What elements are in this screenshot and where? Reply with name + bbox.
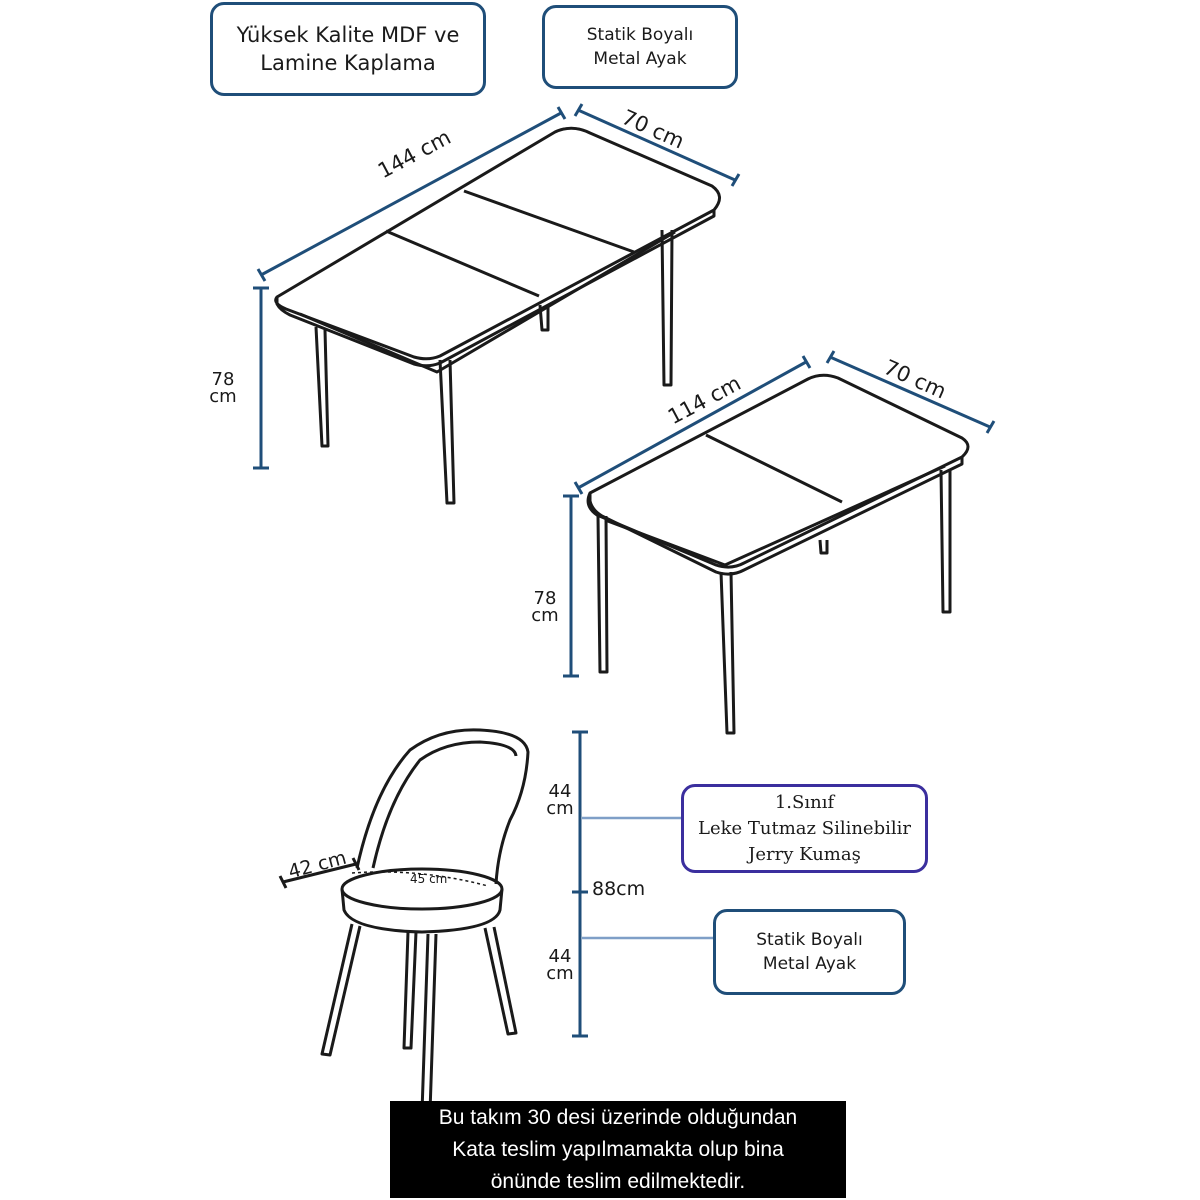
- chair-leg: [485, 927, 516, 1034]
- extended-table-apron: [300, 232, 675, 372]
- table-legs-label-line-2: Metal Ayak: [593, 49, 687, 69]
- closed-table-leg: [721, 572, 734, 733]
- chair-legs-label-line-2: Metal Ayak: [762, 954, 857, 974]
- extended-height-value: 78: [211, 369, 235, 390]
- extended-height-label: [207, 371, 239, 405]
- chair-depth-label: 42 cm: [286, 846, 349, 884]
- table-legs-label-line-1: Statik Boyalı: [586, 25, 694, 45]
- table-legs-label-box: [542, 5, 738, 89]
- total-height-label: 88cm: [592, 878, 646, 900]
- material-label-line-2: Lamine Kaplama: [260, 51, 436, 75]
- notice-line-3: önünde teslim edilmektedir.: [490, 1169, 746, 1193]
- closed-table-leg: [598, 516, 607, 672]
- backrest-height-unit: cm: [546, 798, 574, 819]
- fabric-label-box: [681, 784, 928, 873]
- backrest-height-value: 44: [548, 781, 572, 802]
- closed-table-seam: [706, 435, 842, 502]
- delivery-notice: [390, 1101, 846, 1198]
- chair-leg: [322, 924, 360, 1055]
- closed-table-apron: [605, 466, 945, 565]
- fabric-label-line-2: Leke Tutmaz Silinebilir: [698, 817, 911, 839]
- backrest-height-label: [542, 783, 578, 817]
- closed-height-value: 78: [533, 588, 557, 609]
- chair-backrest: [357, 730, 528, 884]
- seat-height-label: [542, 948, 578, 982]
- closed-table-leg: [820, 540, 827, 553]
- extended-table-seam: [386, 231, 539, 296]
- fabric-label-line-3: Jerry Kumaş: [748, 843, 861, 865]
- seat-height-value: 44: [548, 946, 572, 967]
- extended-height-unit: cm: [209, 386, 237, 407]
- extended-width-label: 70 cm: [618, 105, 688, 154]
- seat-height-unit: cm: [546, 963, 574, 984]
- closed-height-label: [527, 590, 563, 624]
- extended-table-leg: [316, 327, 328, 446]
- closed-table-leg: [941, 470, 950, 612]
- closed-table-top-edge: [590, 457, 962, 574]
- chair-leg: [422, 934, 436, 1112]
- fabric-label-line-1: 1.Sınıf: [774, 791, 835, 813]
- extended-table-top: [276, 128, 720, 359]
- seat-width-label: 45 cm: [410, 872, 448, 886]
- closed-table: [588, 375, 968, 733]
- chair: [322, 730, 528, 1112]
- closed-length-label: 114 cm: [664, 371, 745, 430]
- closed-height-unit: cm: [531, 605, 559, 626]
- extended-table-top-edge: [277, 210, 714, 366]
- extended-table-seam: [464, 191, 634, 252]
- closed-width-label: 70 cm: [880, 355, 950, 404]
- extended-length-label: 144 cm: [374, 125, 455, 184]
- material-label-line-1: Yüksek Kalite MDF ve: [236, 23, 460, 47]
- chair-leg: [404, 932, 416, 1048]
- extended-table-leg: [440, 360, 454, 503]
- chair-backrest-inner: [373, 742, 516, 868]
- extended-table-leg: [662, 230, 672, 385]
- chair-legs-label-line-1: Statik Boyalı: [756, 930, 863, 950]
- notice-line-1: Bu takım 30 desi üzerinde olduğundan: [438, 1105, 798, 1129]
- material-label-box: [210, 2, 486, 96]
- chair-legs-label-box: [713, 909, 906, 995]
- notice-line-2: Kata teslim yapılmamakta olup bina: [452, 1137, 784, 1161]
